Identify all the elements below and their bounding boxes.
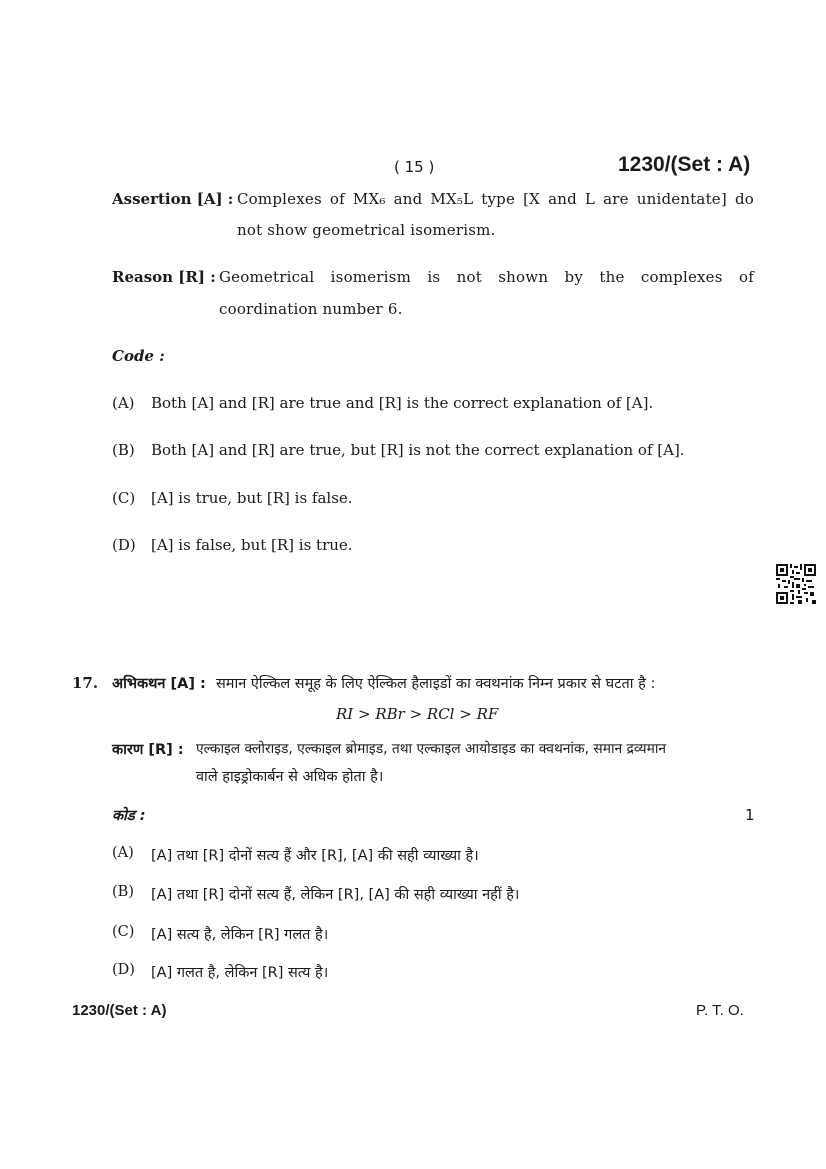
option-letter: (D) <box>112 962 135 978</box>
reason-text-hi-line1: एल्काइल क्लोराइड, एल्काइल ब्रोमाइड, तथा एल्काइल आयोडाइड का क्वथनांक, समान द्रव्यमान <box>196 741 667 757</box>
option-letter: (C) <box>112 489 136 507</box>
question-number: 17. <box>72 674 99 692</box>
header-set-code: 1230/(Set : A) <box>618 153 751 176</box>
reason-text-hi-line2: वाले हाइड्रोकार्बन से अधिक होता है। <box>196 769 384 785</box>
assertion-label-hi: अभिकथन [A] : <box>112 676 206 692</box>
assertion-label: Assertion [A] : <box>112 190 234 208</box>
option-text: [A] is true, but [R] is false. <box>151 489 353 507</box>
option-letter: (A) <box>112 845 134 861</box>
option-letter: (C) <box>112 924 135 940</box>
option-letter: (D) <box>112 536 136 554</box>
reason-label: Reason [R] : <box>112 268 216 286</box>
option-letter: (B) <box>112 884 134 900</box>
option-text: Both [A] and [R] are true and [R] is the correct explanation of [A]. <box>151 394 654 412</box>
option-text: [A] तथा [R] दोनों सत्य हैं, लेकिन [R], [A] की सही व्याख्या नहीं है। <box>151 887 520 903</box>
reason-text-line1: Geometrical isomerism is not shown by the complexes of <box>219 268 754 286</box>
qr-code-icon <box>776 564 816 604</box>
option-letter: (B) <box>112 441 135 459</box>
assertion-text-line2: not show geometrical isomerism. <box>237 221 496 239</box>
option-letter: (A) <box>112 394 135 412</box>
option-text: Both [A] and [R] are true, but [R] is not the correct explanation of [A]. <box>151 441 685 459</box>
reason-text-line2: coordination number 6. <box>219 300 403 318</box>
marks: 1 <box>745 806 755 824</box>
code-label: Code : <box>112 347 165 365</box>
boiling-point-order: RI > RBr > RCl > RF <box>336 705 499 723</box>
reason-label-hi: कारण [R] : <box>112 742 184 758</box>
footer-set-code: 1230/(Set : A) <box>72 1002 167 1019</box>
assertion-text-line1: Complexes of MX₆ and MX₅L type [X and L are unidentate] do <box>237 190 754 208</box>
code-label-hi: कोड : <box>112 808 146 824</box>
option-text: [A] तथा [R] दोनों सत्य हैं और [R], [A] की सही व्याख्या है। <box>151 848 479 864</box>
page-number: ( 15 ) <box>394 158 435 176</box>
assertion-text-hi: समान ऐल्किल समूह के लिए ऐल्किल हैलाइडों का क्वथनांक निम्न प्रकार से घटता है : <box>216 676 656 692</box>
option-text: [A] सत्य है, लेकिन [R] गलत है। <box>151 927 329 943</box>
option-text: [A] गलत है, लेकिन [R] सत्य है। <box>151 965 329 981</box>
pto: P. T. O. <box>696 1002 744 1019</box>
option-text: [A] is false, but [R] is true. <box>151 536 353 554</box>
